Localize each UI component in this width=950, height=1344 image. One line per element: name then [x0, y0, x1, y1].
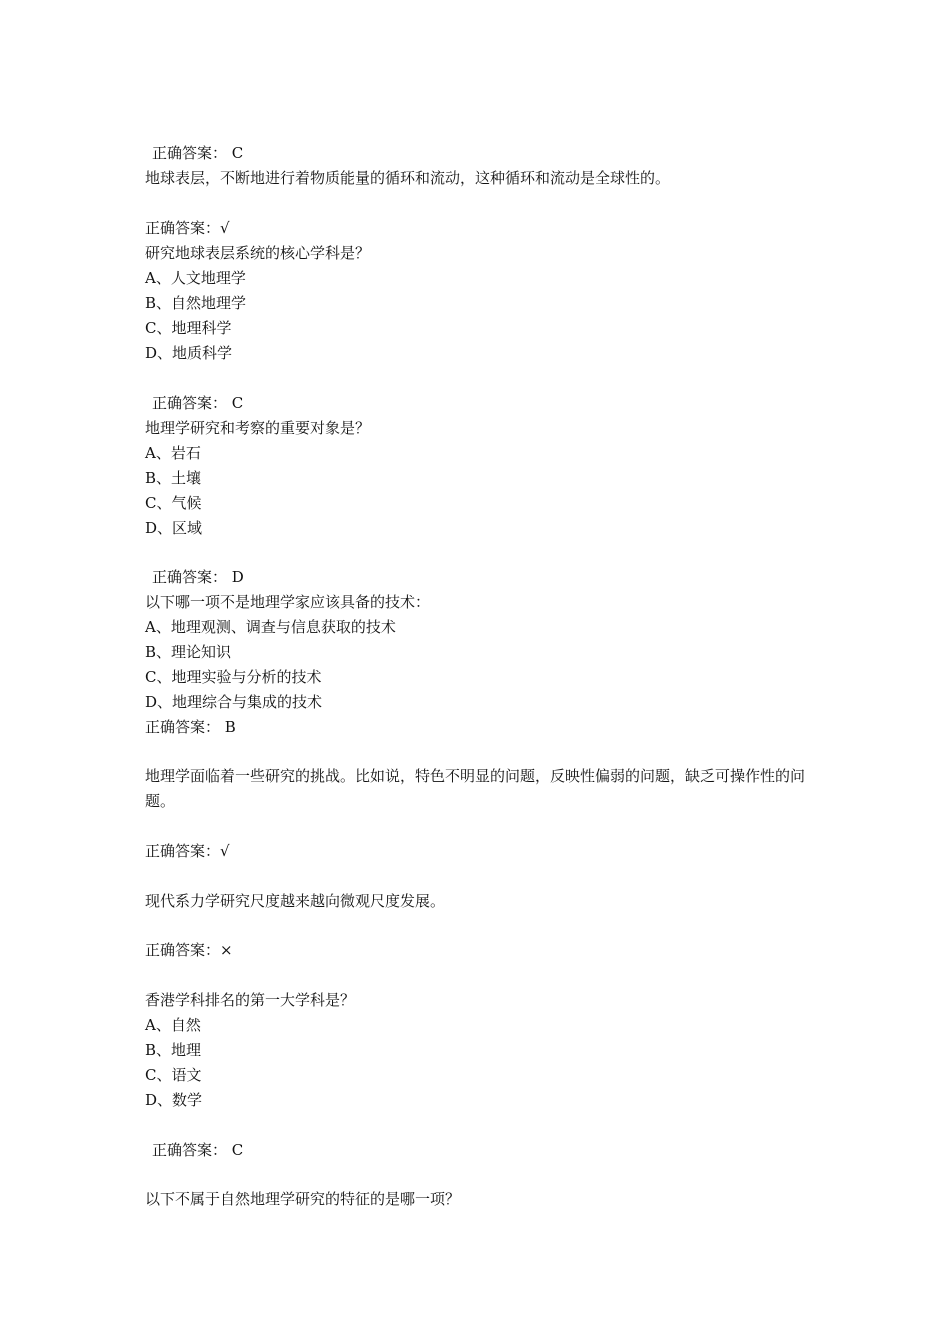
option-d: D、地理综合与集成的技术: [145, 693, 323, 711]
option-d: D、数学: [145, 1091, 203, 1109]
option-c: C、地理科学: [145, 319, 232, 337]
option-d: D、区域: [145, 519, 203, 537]
answer-line: 正确答案： C: [152, 394, 244, 412]
answer-line: 正确答案： D: [152, 568, 244, 586]
option-d: D、地质科学: [145, 344, 233, 362]
question-text: 地球表层，不断地进行着物质能量的循环和流动，这种循环和流动是全球性的。: [145, 169, 671, 187]
option-a: A、自然: [145, 1016, 201, 1034]
question-text: 现代系力学研究尺度越来越向微观尺度发展。: [145, 892, 446, 910]
option-b: B、理论知识: [145, 643, 232, 661]
answer-line: 正确答案：×: [145, 941, 233, 959]
option-b: B、地理: [145, 1041, 202, 1059]
answer-line: 正确答案：√: [145, 219, 230, 237]
option-c: C、气候: [145, 494, 202, 512]
option-c: C、地理实验与分析的技术: [145, 668, 322, 686]
option-a: A、岩石: [145, 444, 201, 462]
question-text: 以下不属于自然地理学研究的特征的是哪一项？: [145, 1190, 461, 1208]
option-a: A、人文地理学: [145, 269, 246, 287]
option-a: A、地理观测、调查与信息获取的技术: [145, 618, 396, 636]
answer-line: 正确答案： B: [145, 718, 236, 736]
answer-line: 正确答案： C: [152, 1141, 244, 1159]
question-text: 香港学科排名的第一大学科是？: [145, 991, 356, 1009]
question-text: 地理学研究和考察的重要对象是？: [145, 419, 371, 437]
option-b: B、土壤: [145, 469, 202, 487]
option-b: B、自然地理学: [145, 294, 247, 312]
question-text: 地理学面临着一些研究的挑战。比如说，特色不明显的问题，反映性偏弱的问题，缺乏可操作性的问题。: [145, 767, 806, 810]
answer-line: 正确答案：√: [145, 842, 230, 860]
answer-line: 正确答案： C: [152, 144, 244, 162]
option-c: C、语文: [145, 1066, 202, 1084]
question-text: 研究地球表层系统的核心学科是？: [145, 244, 371, 262]
question-text: 以下哪一项不是地理学家应该具备的技术：: [145, 593, 431, 611]
